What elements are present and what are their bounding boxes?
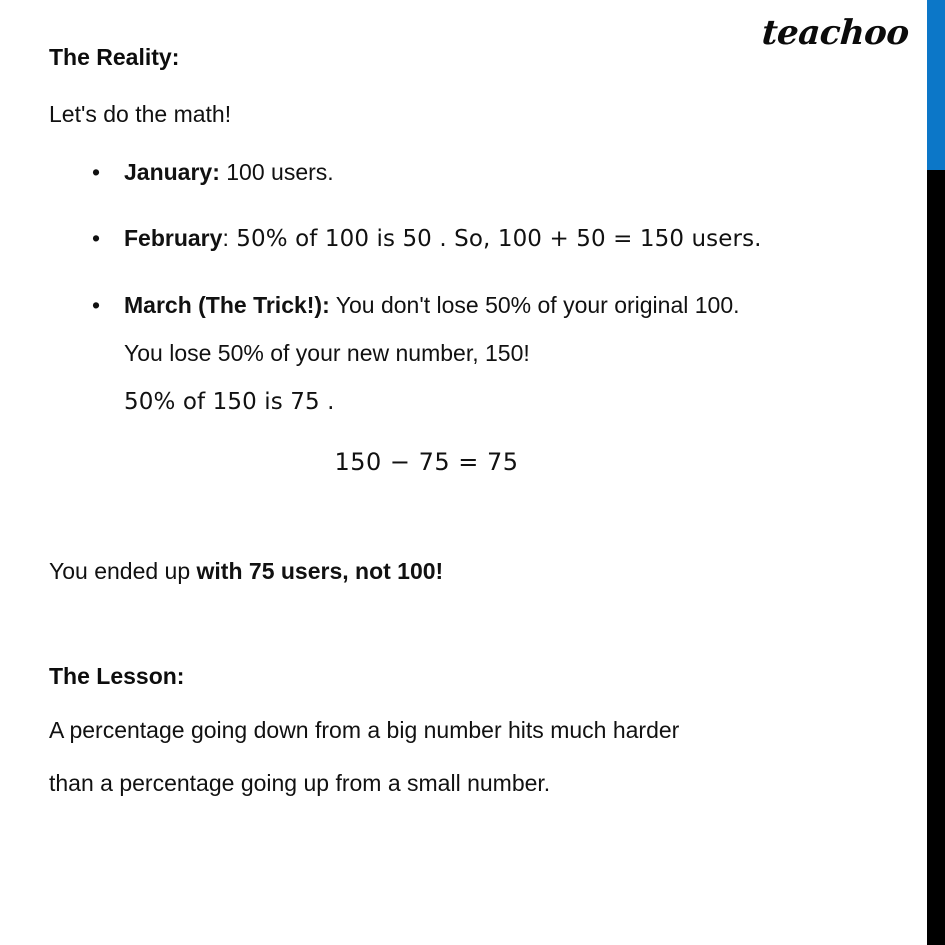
- list-item: [49, 222, 909, 256]
- reality-intro: Let's do the math!: [49, 100, 232, 127]
- bullet-label-february-suffix: :: [222, 225, 229, 251]
- bullet-point-icon: •: [92, 225, 101, 251]
- bullet-text-march: You don't lose 50% of your original 100.: [329, 291, 740, 318]
- conclusion-prefix: You ended up: [49, 557, 197, 584]
- accent-bar-blue: [927, 0, 945, 170]
- bullet-label-january: January:: [124, 159, 220, 186]
- march-equation: 150 − 75 = 75: [334, 447, 519, 476]
- bullet-label-february: February: [124, 225, 223, 251]
- spacer: [49, 585, 909, 663]
- accent-bar-black: [927, 170, 945, 945]
- list-item: [49, 156, 909, 189]
- bullet-point-icon: •: [92, 291, 101, 318]
- spacer: [49, 128, 909, 156]
- lesson-line-1: A percentage going down from a big number hits much harder: [49, 717, 680, 744]
- lesson-heading: The Lesson:: [49, 663, 185, 690]
- march-sub-line-1: You lose 50% of your new number, 150!: [124, 340, 530, 367]
- spacer: [49, 72, 909, 100]
- bullet-label-march: March (The Trick!):: [124, 291, 330, 318]
- list-item: [49, 289, 909, 479]
- conclusion-line: [49, 557, 909, 586]
- conclusion-emphasis: with 75 users, not 100!: [196, 557, 444, 584]
- slide-content: [49, 44, 909, 795]
- reality-bullet-list: [49, 156, 909, 478]
- lesson-line-2: than a percentage going up from a small number.: [49, 770, 551, 797]
- teachoo-logo: teachoo: [760, 13, 911, 53]
- spacer: [49, 691, 909, 719]
- bullet-text-january: 100 users.: [219, 159, 334, 186]
- reality-heading: The Reality:: [49, 44, 180, 70]
- bullet-point-icon: •: [92, 159, 101, 186]
- bullet-text-february: 50% of 100 is 50 . So, 100 + 50 = 150 users.: [228, 226, 762, 252]
- march-sub-line-2: 50% of 150 is 75 .: [124, 388, 335, 415]
- spacer: [49, 479, 909, 557]
